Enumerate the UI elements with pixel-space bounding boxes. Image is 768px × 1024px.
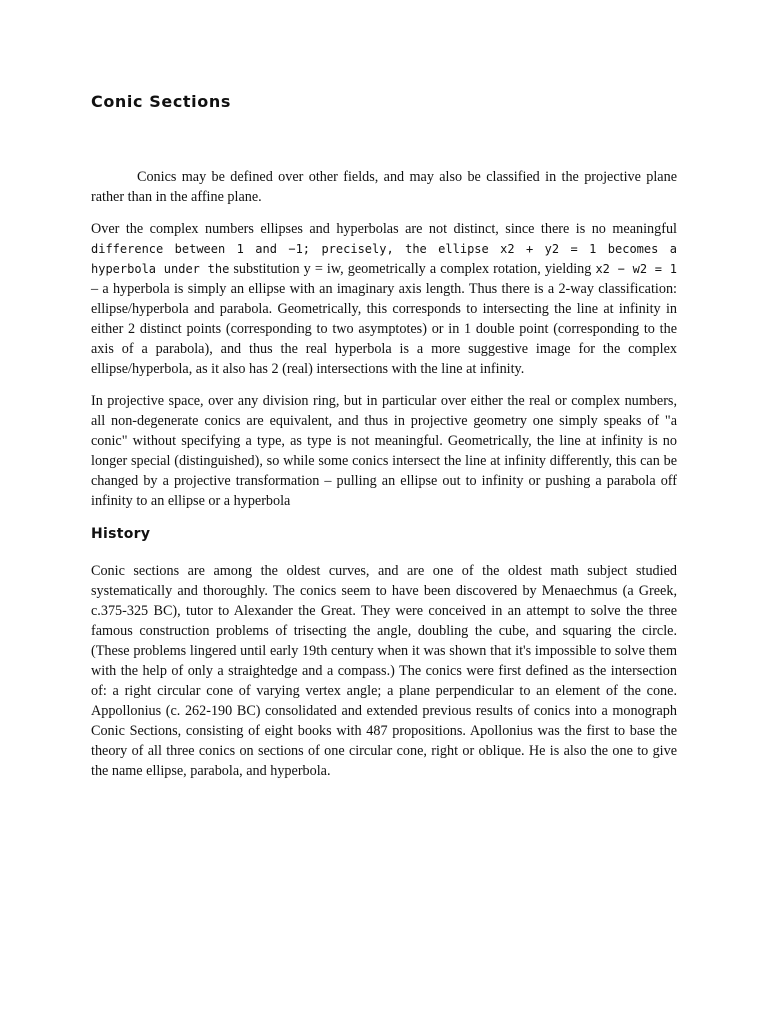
paragraph-complex-numbers bbox=[91, 219, 677, 379]
ellipse-equation-text: difference between 1 and −1; precisely, the ellipse x2 + y2 = 1 becomes a hyperbola under the bbox=[91, 242, 677, 276]
paragraph-projective-space: In projective space, over any division ring, but in particular over either the real or complex numbers, all non-degenerate conics are equivalent, and thus in projective geometry one simply speaks of "a conic" without specifying a type, as type is not meaningful. Geometrically, the line at infinity is no longer special (distinguished), so while some conics intersect the line at infinity differently, this can be changed by a projective transformation – pulling an ellipse out to infinity or pushing a parabola off infinity to an ellipse or a hyperbola bbox=[91, 393, 677, 509]
paragraph-history: Conic sections are among the oldest curves, and are one of the oldest math subject studied systematically and thoroughly. The conics seem to have been discovered by Menaechmus (a Greek, c.375-325 BC), tutor to Alexander the Great. They were conceived in an attempt to solve the three famous construction problems of trisecting the angle, doubling the cube, and squaring the circle. (These problems lingered until early 19th century when it was shown that it's impossible to solve them with the help of only a straightedge and a compass.) The conics were first defined as the intersection of: a right circular cone of varying vertex angle; a plane perpendicular to an element of the cone. Appollonius (c. 262-190 BC) consolidated and extended previous results of conics into a monograph Conic Sections, consisting of eight books with 487 propositions. Apollonius was the first to base the theory of all three conics on sections of one circular cone, right or oblique. He is also the one to give the name ellipse, parabola, and hyperbola. bbox=[91, 563, 677, 779]
page-title: Conic Sections bbox=[91, 92, 231, 111]
paragraph-complex-line-1: Over the complex numbers ellipses and hyperbolas are not distinct, since there is no meaningful bbox=[91, 221, 677, 237]
history-heading: History bbox=[91, 526, 151, 542]
classification-text: – a hyperbola is simply an ellipse with an imaginary axis length. Thus there is a 2-way classification: ellipse/hyperbola and parabola. Geometrically, this corresponds to intersecting the line at infinity in either 2 distinct points (corresponding to two asymptotes) or in 1 double point (corresponding to the axis of a parabola), and thus the real hyperbola is a more suggestive image for the complex ellipse/hyperbola, as it also has 2 (real) intersections with the line at infinity. bbox=[91, 281, 677, 377]
hyperbola-equation: x2 − w2 = 1 bbox=[595, 262, 678, 276]
paragraph-projective-intro: Conics may be defined over other fields, and may also be classified in the projective plane rather than in the affine plane. bbox=[91, 169, 677, 205]
substitution-text: substitution y = iw, geometrically a complex rotation, yielding bbox=[233, 261, 592, 277]
